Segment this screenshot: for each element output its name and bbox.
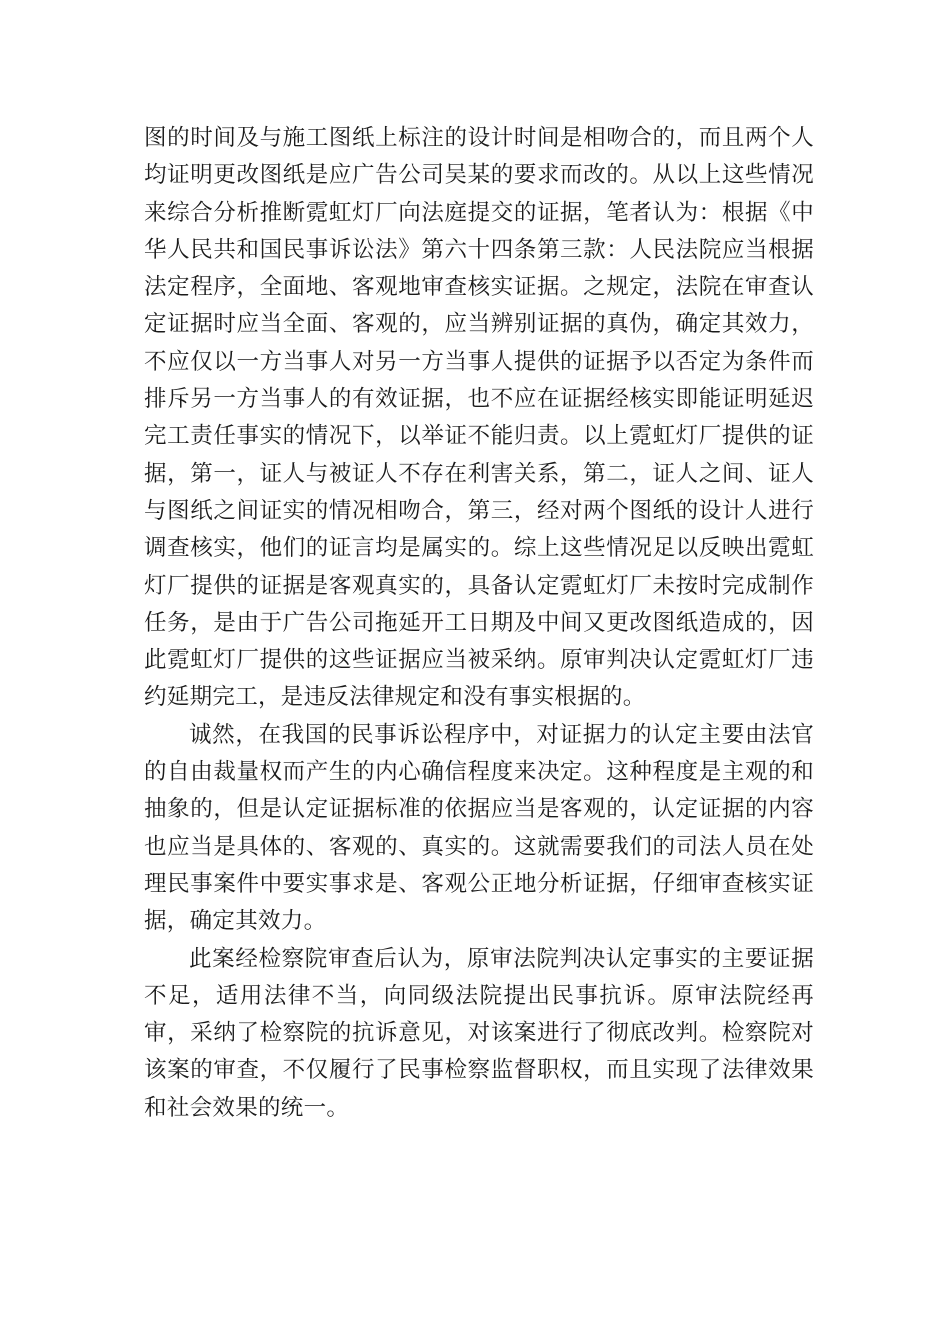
paragraph-evidence-analysis: 图的时间及与施工图纸上标注的设计时间是相吻合的，而且两个人均证明更改图纸是应广告公司吴某的要求而改的。从以上这些情况来综合分析推断霓虹灯厂向法庭提交的证据，笔者认为：根据《中华人民共和国民事诉讼法》第六十四条第三款：人民法院应当根据法定程序，全面地、客观地审查核实证据。之规定，法院在审查认定证据时应当全面、客观的，应当辨别证据的真伪，确定其效力，不应仅以一方当事人对另一方当事人提供的证据予以否定为条件而排斥另一方当事人的有效证据，也不应在证据经核实即能证明延迟完工责任事实的情况下，以举证不能归责。以上霓虹灯厂提供的证据，第一，证人与被证人不存在利害关系，第二，证人之间、证人与图纸之间证实的情况相吻合，第三，经对两个图纸的设计人进行调查核实，他们的证言均是属实的。综上这些情况足以反映出霓虹灯厂提供的证据是客观真实的，具备认定霓虹灯厂未按时完成制作任务，是由于广告公司拖延开工日期及中间又更改图纸造成的，因此霓虹灯厂提供的这些证据应当被采纳。原审判决认定霓虹灯厂违约延期完工，是违反法律规定和没有事实根据的。 <box>144 125 814 711</box>
paragraph-judicial-discretion: 诚然，在我国的民事诉讼程序中，对证据力的认定主要由法官的自由裁量权而产生的内心确信程度来决定。这种程度是主观的和抽象的，但是认定证据标准的依据应当是客观的，认定证据的内容也应当是具体的、客观的、真实的。这就需要我们的司法人员在处理民事案件中要实事求是、客观公正地分析证据，仔细审查核实证据，确定其效力。 <box>144 721 814 935</box>
paragraph-procuratorate-conclusion: 此案经检察院审查后认为，原审法院判决认定事实的主要证据不足，适用法律不当，向同级法院提出民事抗诉。原审法院经再审，采纳了检察院的抗诉意见，对该案进行了彻底改判。检察院对该案的审查，不仅履行了民事检察监督职权，而且实现了法律效果和社会效果的统一。 <box>144 945 814 1121</box>
document-body <box>144 120 814 1127</box>
